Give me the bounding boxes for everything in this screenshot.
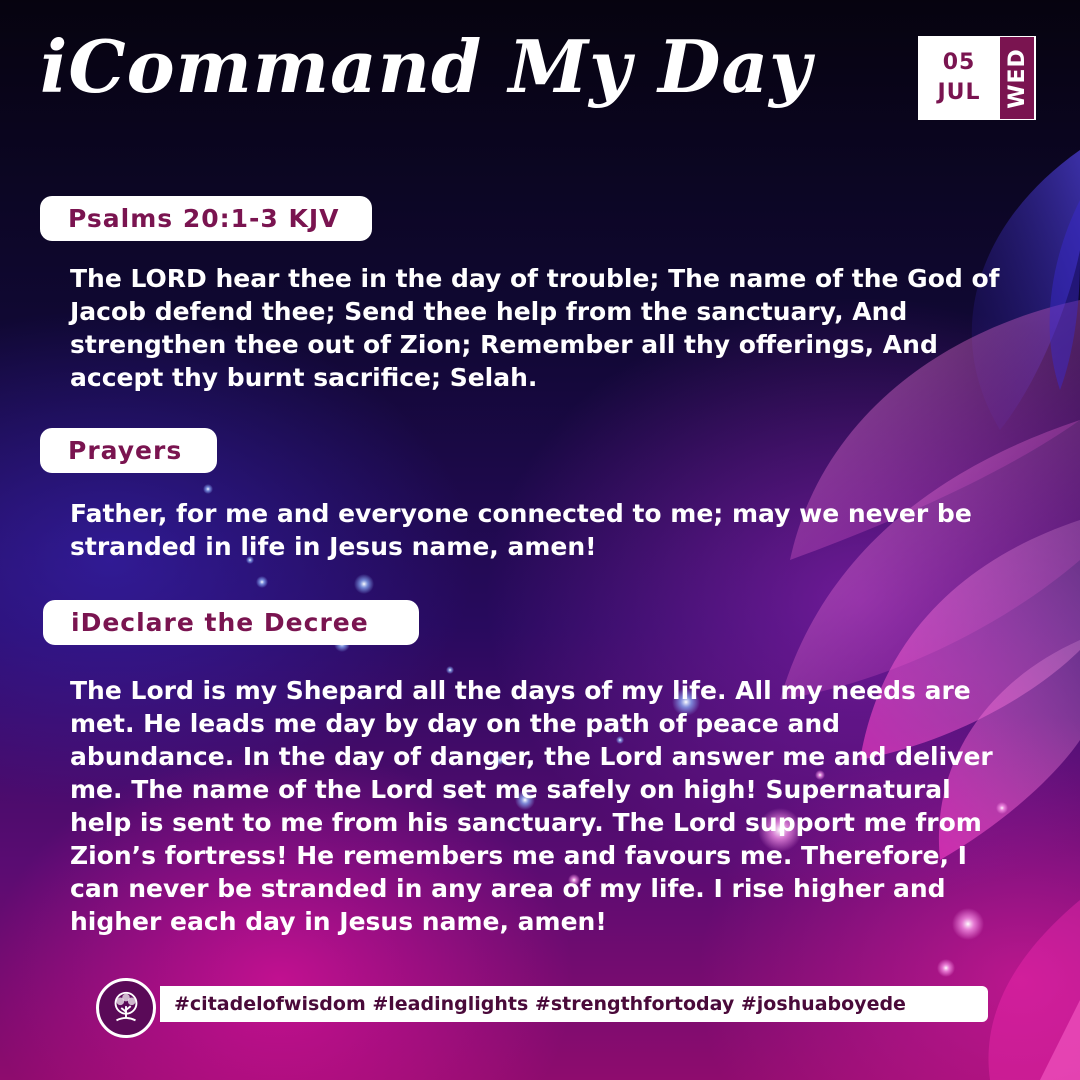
scripture-text: The LORD hear thee in the day of trouble; The name of the God of Jacob defend thee; Send thee help from the sanctuary, And strengthen thee out of Zion; Remember all thy offerings, And accept thy burnt sacrifice; Selah. bbox=[70, 264, 1000, 392]
date-badge bbox=[918, 36, 1036, 120]
tree-icon bbox=[96, 978, 156, 1038]
date-main bbox=[918, 36, 1000, 120]
scripture-heading: Psalms 20:1-3 KJV bbox=[40, 196, 372, 241]
prayers-text: Father, for me and everyone connected to me; may we never be stranded in life in Jesus name, amen! bbox=[70, 499, 972, 561]
hashtags-bar: #citadelofwisdom #leadinglights #strengthfortoday #joshuaboyede bbox=[160, 986, 988, 1022]
date-weekday-strip bbox=[1000, 37, 1034, 119]
date-weekday: WED bbox=[1004, 47, 1030, 109]
date-month: JUL bbox=[937, 80, 981, 105]
page-title: iCommand My Day bbox=[40, 24, 812, 109]
prayers-heading: Prayers bbox=[40, 428, 217, 473]
date-day-number: 05 bbox=[942, 50, 976, 75]
tree-icon-graphic bbox=[107, 989, 145, 1027]
decree-heading: iDeclare the Decree bbox=[43, 600, 419, 645]
decree-text: The Lord is my Shepard all the days of my life. All my needs are met. He leads me day by day on the path of peace and abundance. In the day of danger, the Lord answer me and deliver me. The name of the Lord set me safely on high! Supernatural help is sent to me from his sanctuary. The Lord support me from Zion’s fortress! He remembers me and favours me. Therefore, I can never be stranded in any area of my life. I rise higher and higher each day in Jesus name, amen! bbox=[70, 676, 993, 936]
